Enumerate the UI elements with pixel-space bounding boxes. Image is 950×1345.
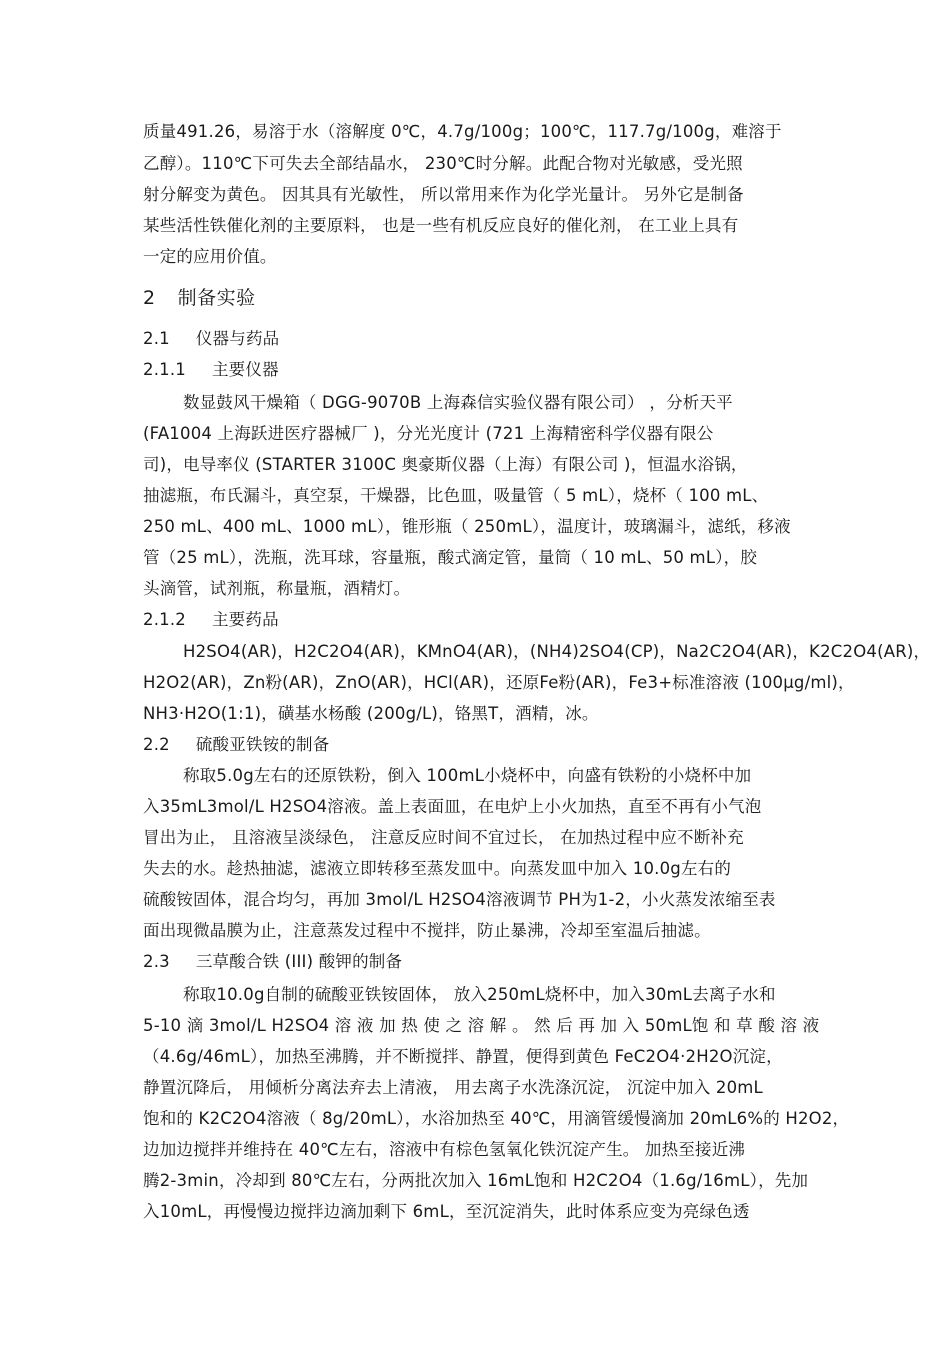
section-heading-2	[143, 287, 256, 309]
section-heading-2-1	[143, 328, 279, 350]
paragraph-line: 面出现微晶膜为止，注意蒸发过程中不搅拌，防止暴沸，冷却至室温后抽滤。	[143, 921, 711, 940]
paragraph-line: 失去的水。趁热抽滤，滤液立即转移至蒸发皿中。向蒸发皿中加入 10.0g左右的	[143, 859, 732, 878]
paragraph-line: H2O2(AR)，Zn粉(AR)，ZnO(AR)，HCl(AR)，还原Fe粉(AR)，Fe3+标准溶液 (100μg/ml)，	[143, 673, 855, 692]
section-title: 硫酸亚铁铵的制备	[195, 735, 330, 754]
section-number: 2.1.1	[143, 360, 186, 379]
section-number: 2.2	[143, 735, 170, 754]
section-heading-2-3	[143, 951, 402, 973]
paragraph-line: NH3·H2O(1:1)，磺基水杨酸 (200g/L)，铬黑T，酒精，冰。	[143, 704, 599, 723]
paragraph-line: H2SO4(AR)，H2C2O4(AR)，KMnO4(AR)，(NH4)2SO4(CP)，Na2C2O4(AR)，K2C2O4(AR)，	[183, 642, 931, 661]
section-number: 2.1.2	[143, 610, 186, 629]
paragraph-line: 腾2-3min，冷却到 80℃左右，分两批次加入 16mL饱和 H2C2O4（1.6g/16mL），先加	[143, 1171, 809, 1190]
section-title: 主要药品	[211, 610, 279, 629]
paragraph-line: 射分解变为黄色。 因其具有光敏性， 所以常用来作为化学光量计。 另外它是制备	[143, 185, 744, 204]
paragraph-line: 司)，电导率仪 (STARTER 3100C 奥豪斯仪器（上海）有限公司 )，恒温水浴锅，	[143, 455, 748, 474]
paragraph-line: 某些活性铁催化剂的主要原料， 也是一些有机反应良好的催化剂， 在工业上具有	[143, 216, 739, 235]
paragraph-line: 250 mL、400 mL、1000 mL），锥形瓶（ 250mL），温度计，玻璃漏斗，滤纸，移液	[143, 517, 791, 536]
paragraph-line: 一定的应用价值。	[143, 247, 277, 266]
paragraph-line: 入35mL3mol/L H2SO4溶液。盖上表面皿，在电炉上小火加热，直至不再有小气泡	[143, 797, 762, 816]
paragraph-line: 入10mL，再慢慢边搅拌边滴加剩下 6mL，至沉淀消失，此时体系应变为亮绿色透	[143, 1202, 750, 1221]
section-title: 仪器与药品	[195, 329, 280, 348]
section-number: 2.3	[143, 952, 170, 971]
paragraph-line: 称取10.0g自制的硫酸亚铁铵固体， 放入250mL烧杯中，加入30mL去离子水和	[183, 985, 776, 1004]
section-heading-2-1-2	[143, 609, 279, 631]
paragraph-line: 管（25 mL），洗瓶，洗耳球，容量瓶，酸式滴定管，量筒（ 10 mL、50 mL），胶	[143, 548, 758, 567]
section-heading-2-2	[143, 734, 329, 756]
paragraph-line: 静置沉降后， 用倾析分离法弃去上清液， 用去离子水洗涤沉淀， 沉淀中加入 20mL	[143, 1078, 763, 1097]
section-heading-2-1-1	[143, 359, 279, 381]
paragraph-line: 质量491.26，易溶于水（溶解度 0℃，4.7g/100g；100℃，117.7g/100g，难溶于	[143, 122, 782, 141]
section-number: 2	[143, 287, 156, 309]
paragraph-line: 抽滤瓶，布氏漏斗，真空泵，干燥器，比色皿，吸量管（ 5 mL），烧杯（ 100 mL、	[143, 486, 769, 505]
paragraph-line: 数显鼓风干燥箱（ DGG-9070B 上海森信实验仪器有限公司） ，分析天平	[183, 393, 733, 412]
paragraph-line: （4.6g/46mL），加热至沸腾，并不断搅拌、静置，便得到黄色 FeC2O4·2H2O沉淀，	[143, 1047, 783, 1066]
paragraph-line: 冒出为止， 且溶液呈淡绿色， 注意反应时间不宜过长， 在加热过程中应不断补充	[143, 828, 744, 847]
paragraph-line: (FA1004 上海跃进医疗器械厂 )，分光光度计 (721 上海精密科学仪器有限公	[143, 424, 714, 443]
paragraph-line: 饱和的 K2C2O4溶液（ 8g/20mL），水浴加热至 40℃，用滴管缓慢滴加 20mL6%的 H2O2，	[143, 1109, 850, 1128]
section-title: 制备实验	[177, 287, 256, 309]
paragraph-line: 硫酸铵固体，混合均匀，再加 3mol/L H2SO4溶液调节 PH为1-2，小火蒸发浓缩至表	[143, 890, 776, 909]
paragraph-line: 乙醇）。110℃下可失去全部结晶水， 230℃时分解。此配合物对光敏感，受光照	[143, 154, 743, 173]
paragraph-line: 头滴管，试剂瓶，称量瓶，酒精灯。	[143, 579, 411, 598]
section-number: 2.1	[143, 329, 170, 348]
paragraph-line: 边加边搅拌并维持在 40℃左右，溶液中有棕色氢氧化铁沉淀产生。 加热至接近沸	[143, 1140, 746, 1159]
section-title: 主要仪器	[211, 360, 279, 379]
paragraph-line: 称取5.0g左右的还原铁粉，倒入 100mL小烧杯中，向盛有铁粉的小烧杯中加	[183, 766, 752, 785]
paragraph-line: 5-10 滴 3mol/L H2SO4 溶 液 加 热 使 之 溶 解 。 然 后 再 加 入 50mL饱 和 草 酸 溶 液	[143, 1016, 820, 1035]
section-title: 三草酸合铁 (III) 酸钾的制备	[195, 952, 403, 971]
